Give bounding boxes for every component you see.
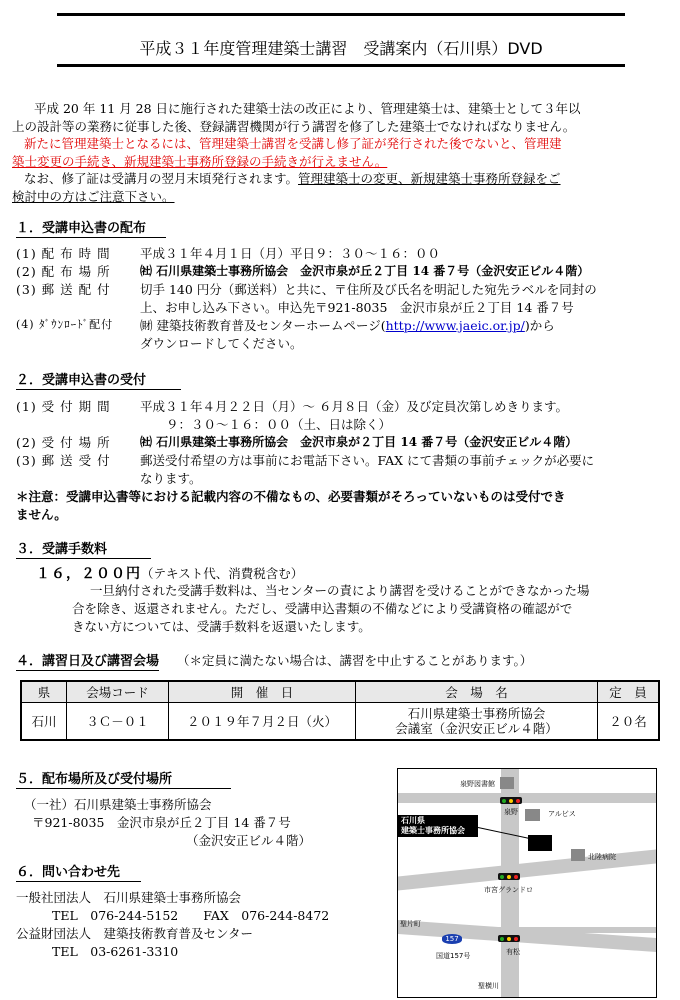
col-header-date: 開 催 日: [169, 681, 356, 703]
sec1-label-2: (2) 配 布 場 所: [16, 264, 111, 279]
sec6-org-1: 一般社団法人 石川県建築士事務所協会: [16, 890, 242, 905]
section-4-note: （＊定員に満たない場合は、講習を中止することがあります。）: [177, 653, 533, 668]
location-map: [397, 768, 657, 998]
jaeic-link[interactable]: http://www.jaeic.or.jp/: [385, 318, 525, 333]
intro-line-5a: なお、修了証は受講月の翌月末頃発行されます。: [24, 171, 299, 186]
title-rule: [57, 64, 625, 67]
sec1-value-4: [140, 316, 555, 334]
section-4-heading: ４．講習日及び講習会場: [16, 650, 159, 671]
col-header-venue: 会 場 名: [356, 681, 598, 703]
sec1-value-3b: 上、お申し込み下さい。申込先〒921-8035 金沢市泉が丘２丁目 14 番７号: [140, 300, 574, 315]
intro-line-1: 平成 20 年 11 月 28 日に施行された建築士法の改正により、管理建築士は、建築士として３年以: [34, 101, 581, 116]
section-1-heading: １．受講申込書の配布: [16, 217, 166, 238]
sec2-value-3: 郵送受付希望の方は事前にお電話下さい。FAX にて書類の事前チェックが必要に: [140, 453, 595, 468]
map-label-seiyokomachi: 聖横川: [478, 982, 499, 990]
map-label-kokudo: 国道157号: [436, 952, 471, 960]
sec6-org-2: 公益財団法人 建築技術教育普及センター: [16, 926, 254, 941]
col-header-capacity: 定 員: [598, 681, 660, 703]
map-label-grandoro: 市宮グランドロ: [484, 886, 533, 894]
map-label-office-1: 石川県: [401, 816, 425, 825]
map-label-shijikata: 聖片町: [400, 920, 421, 928]
fee-text-3: きない方については、受講手数料を返還いたします。: [72, 619, 371, 634]
table-header-row: [21, 681, 659, 703]
page-title: 平成３１年度管理建築士講習 受講案内（石川県）DVD: [139, 39, 543, 58]
schedule-table: [20, 680, 660, 741]
sec1-label-4: (4) ﾀﾞｳﾝﾛｰﾄﾞ配付: [16, 318, 114, 331]
fee-note: （テキスト代、消費税含む）: [141, 566, 304, 581]
fee-line: [36, 563, 303, 583]
sec5-line-3: （金沢安正ビル４階）: [186, 833, 312, 848]
intro-line-6: 検討中の方はご注意下さい。: [12, 188, 175, 204]
library-building: [500, 777, 514, 789]
intro-warning-1: 新たに管理建築士となるには、管理建築士講習を受講し修了証が発行された後でないと、管理建: [24, 136, 562, 151]
traffic-signal-grandoro: [498, 873, 520, 880]
section-3-heading: ３．受講手数料: [16, 538, 151, 559]
sec1-value-2: ㈳ 石川県建築士事務所協会 金沢市泉が丘２丁目 14 番７号（金沢安正ビル４階）: [140, 264, 590, 278]
cell-venue: [356, 703, 598, 741]
fee-text-2: 合を除き、返還されません。ただし、受講申込書類の不備などにより受講資格の確認がで: [72, 601, 573, 616]
office-label-box: [398, 815, 478, 837]
top-rule: [57, 13, 625, 16]
map-label-route-157: 157: [445, 935, 459, 943]
sec2-value-2: ㈳ 石川県建築士事務所協会 金沢市泉が２丁目 14 番７号（金沢安正ビル４階）: [140, 435, 578, 449]
sec1-value-4b: ダウンロードしてください。: [140, 336, 303, 351]
map-label-alpis: アルビス: [548, 810, 576, 818]
cell-pref: 石川: [21, 703, 67, 741]
sec1-value-3: 切手 140 円分（郵送料）と共に、〒住所及び氏名を明記した宛先ラベルを同封の: [140, 282, 597, 297]
fee-amount: １６，２００円: [36, 566, 141, 582]
sec6-tel-2: TEL 03-6261-3310: [52, 944, 179, 959]
cell-code: ３Ｃ－０１: [67, 703, 169, 741]
section-2-heading: ２．受講申込書の受付: [16, 369, 181, 390]
sec2-label-2: (2) 受 付 場 所: [16, 435, 111, 450]
intro-line-2: 上の設計等の業務に従事した後、登録講習機関が行う講習を修了した建築士でなければなりません。: [12, 118, 576, 134]
col-header-pref: 県: [21, 681, 67, 703]
road-route-157: [398, 920, 656, 952]
sec1-value-4-after: )から: [524, 318, 555, 333]
office-building: [528, 835, 552, 851]
map-label-ariko: 有松: [506, 948, 520, 956]
intro-warning-2: 築士変更の手続き、新規建築士事務所登録の手続きが行えません。: [12, 153, 388, 169]
map-label-office-2: 建築士事務所協会: [401, 826, 465, 835]
sec2-note-2: ません。: [16, 507, 67, 522]
section-4-header: [16, 650, 532, 671]
col-header-code: 会場コード: [67, 681, 169, 703]
fee-text-1: 一旦納付された受講手数料は、当センターの責により講習を受けることができなかった場: [90, 583, 590, 598]
sec2-value-3b: なります。: [140, 471, 202, 486]
sec1-value-4-text: ㈶ 建築技術教育普及センターホームページ(: [140, 318, 386, 333]
map-label-hospital: 北陸病院: [588, 853, 616, 861]
venue-line-2: 会議室（金沢安正ビル４階）: [395, 721, 558, 736]
sec1-label-1: (1) 配 布 時 間: [16, 246, 111, 261]
sec1-label-3: (3) 郵 送 配 付: [16, 282, 111, 297]
section-5-heading: ５．配布場所及び受付場所: [16, 768, 231, 789]
cell-capacity: ２０名: [598, 703, 660, 741]
table-row: [21, 703, 659, 741]
venue-line-1: 石川県建築士事務所協会: [407, 706, 546, 721]
sec6-tel-1: TEL 076-244-5152 FAX 076-244-8472: [52, 908, 330, 923]
route-157-shield: [442, 934, 462, 944]
intro-paragraph: [12, 100, 668, 205]
map-label-izumino: 泉野: [504, 808, 518, 816]
cell-date: ２０１９年７月２日（火）: [169, 703, 356, 741]
sec2-value-1b: ９：３０～１６：００（土、日は除く）: [166, 417, 392, 432]
sec2-label-1: (1) 受 付 期 間: [16, 399, 111, 414]
sec2-note-1: ＊注意：受講申込書等における記載内容の不備なもの、必要書類がそろっていないものは受付でき: [16, 489, 566, 504]
sec2-label-3: (3) 郵 送 受 付: [16, 453, 111, 468]
sec5-line-2: 〒921-8035 金沢市泉が丘２丁目 14 番７号: [32, 815, 291, 830]
sec2-value-1: 平成３１年４月２２日（月）～ ６月８日（金）及び定員次第しめきります。: [140, 399, 568, 414]
intro-line-5b: 管理建築士の変更、新規建築士事務所登録をご: [298, 171, 561, 186]
road-horizontal-top: [398, 793, 656, 803]
alpis-building: [525, 809, 540, 821]
hospital-building: [571, 849, 585, 861]
traffic-signal-ariko: [498, 935, 520, 942]
traffic-signal-izumino: [500, 797, 522, 804]
sec1-value-1: 平成３１年４月１日（月）平日９：３０～１６：００: [140, 246, 441, 261]
map-label-library: 泉野図書館: [460, 780, 495, 788]
sec5-line-1: （一社）石川県建築士事務所協会: [24, 797, 212, 812]
section-6-heading: ６．問い合わせ先: [16, 861, 141, 882]
